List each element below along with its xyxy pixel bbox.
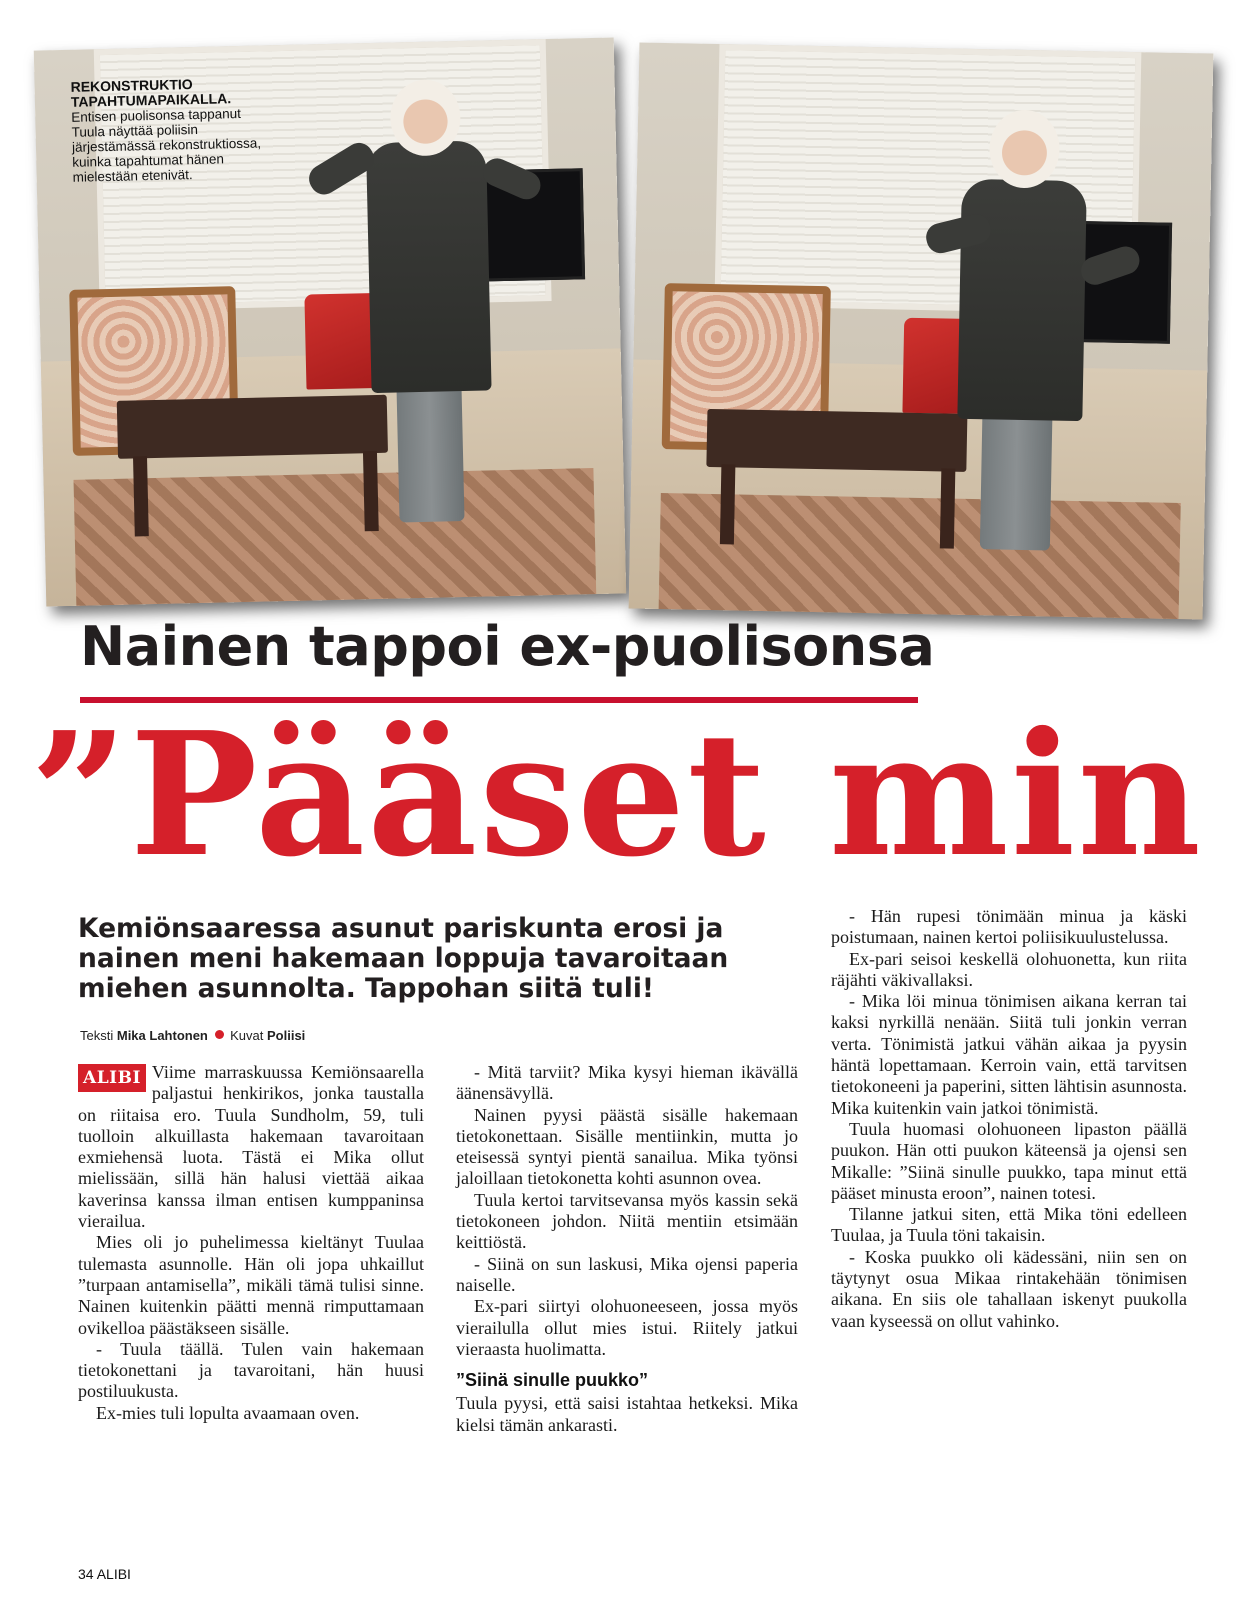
kicker-headline: Nainen tappoi ex-puolisonsa	[80, 615, 935, 678]
coffee-table	[706, 409, 967, 472]
paragraph: Nainen pyysi päästä sisälle hakemaan tietokonettaan. Sisälle mentiinkin, mutta jo eteisessä syntyi pientä sanailua. Mika työnsi jaloillaan tietokonetta kohti asunnon ovea.	[456, 1104, 798, 1189]
rug	[74, 468, 597, 606]
paragraph: - Tuula täällä. Tulen vain hakemaan tietokonettani ja tavaroitani, hän huusi postiluukusta.	[78, 1338, 424, 1402]
paragraph: Ex-pari seisoi keskellä olohuonetta, kun riita räjähti väkivallaksi.	[831, 948, 1187, 990]
caption-text: Entisen puolisonsa tappanut Tuula näyttää poliisin järjestämässä rekonstruktiossa, kuinka tapahtumat hänen mielestään etenivät.	[71, 105, 262, 185]
paragraph: Ex-mies tuli lopulta avaamaan oven.	[96, 1402, 360, 1423]
paragraph: - Mitä tarviit? Mika kysyi hieman ikävällä äänensävyllä.	[456, 1062, 798, 1104]
paragraph: - Mika löi minua tönimisen aikana kerran tai kaksi nyrkillä nenään. Siitä tuli jonkin verran verta. Tönimistä jatkui vähän aikaa ja pyysin häntä lopettamaan. Kerroin vain, että tarvitsen tietokoneeni ja paperini, sitten lähtisin asunnosta. Mika kuitenkin vain jatkoi tönimistä.	[831, 991, 1187, 1118]
paragraph: Tilanne jatkui siten, että Mika töni edelleen Tuulaa, ja Tuula töni takaisin.	[831, 1204, 1187, 1246]
column-2	[456, 1062, 798, 1436]
paragraph: - Siinä on sun laskusi, Mika ojensi paperia naiselle.	[456, 1253, 798, 1295]
table-leg	[363, 451, 379, 531]
paragraph: Viime marraskuussa Kemiönsaarella paljastui henkirikos, jonka taustalla on riitaisa ero. Tuula Sundholm, 59, tuli tuolloin alkuillasta hakemaan tavaroitaan exmiehensä luota. Tästä ei Mika ollut mielissään, sillä hän halusi viettää aikaa kaverinsa kanssa ilman entisen kumppaninsa vierailua.	[78, 1062, 424, 1232]
table-leg	[940, 468, 956, 548]
byline-photographer: Poliisi	[267, 1028, 306, 1043]
paragraph: - Hän rupesi tönimään minua ja käski poistumaan, nainen kertoi poliisikuulustelussa.	[831, 906, 1187, 948]
alibi-logo: ALIBI	[78, 1064, 146, 1092]
byline-author: Mika Lahtonen	[116, 1028, 208, 1043]
reconstruction-photo-right	[629, 43, 1214, 620]
reconstruction-photo-left	[34, 37, 626, 606]
column-3	[831, 906, 1187, 1332]
coffee-table	[117, 395, 388, 459]
lead-paragraph: Kemiönsaaressa asunut pariskunta erosi ja nainen meni hakemaan loppuja tavaroitaan miehen asunnolta. Tappohan siitä tuli!	[78, 913, 729, 1004]
photo-caption	[70, 75, 272, 185]
paragraph: Tuula kertoi tarvitsevansa myös kassin sekä tietokoneen johdon. Niitä mentiin etsimään keittiöstä.	[456, 1189, 798, 1253]
caption-title: REKONSTRUKTIO TAPAHTUMAPAIKALLA.	[70, 76, 232, 110]
byline-dot-icon	[215, 1030, 224, 1039]
rug	[659, 493, 1181, 619]
paragraph: Tuula pyysi, että saisi istahtaa hetkeksi. Mika kielsi tämän ankarasti.	[456, 1393, 798, 1435]
table-leg	[720, 464, 736, 544]
paragraph: - Koska puukko oli kädessäni, niin sen on täytynyt osua Mikaa rintakehään tönimisen aikana. En siis ole tahallaan iskenyt puukolla vaan kyseessä on ollut vahinko.	[831, 1246, 1187, 1331]
woman-legs	[980, 399, 1053, 550]
paragraph: Ex-pari siirtyi olohuoneeseen, jossa myös vierailulla ollut mies istui. Riitely jatkui vieraasta huolimatta.	[456, 1296, 798, 1359]
byline	[80, 1028, 600, 1043]
paragraph: Tuula huomasi olohuoneen lipaston päällä puukon. Hän otti puukon käteensä ja ojensi sen Mikalle: ”Siinä sinulle puukko, tapa minut että pääset minusta eroon”, nainen totesi.	[831, 1118, 1187, 1203]
subheading: ”Siinä sinulle puukko”	[456, 1370, 649, 1391]
column-1	[78, 1062, 424, 1424]
woman-legs	[396, 371, 464, 522]
woman-body	[366, 140, 492, 393]
page-number: 34 ALIBI	[78, 1566, 131, 1582]
table-leg	[133, 456, 149, 536]
paragraph: Mies oli jo puhelimessa kieltänyt Tuulaa tulemasta asunnolle. Hän oli jopa uhkaillut ”turpaan antamisella”, mikäli tämä tulisi sinne. Nainen kuitenkin päätti mennä rimputtamaan ovikelloa päästäkseen sisälle.	[78, 1232, 424, 1338]
main-headline: ”Pääset min	[30, 703, 1203, 888]
byline-text-label: Teksti	[80, 1028, 114, 1043]
byline-photo-label: Kuvat	[230, 1028, 264, 1043]
